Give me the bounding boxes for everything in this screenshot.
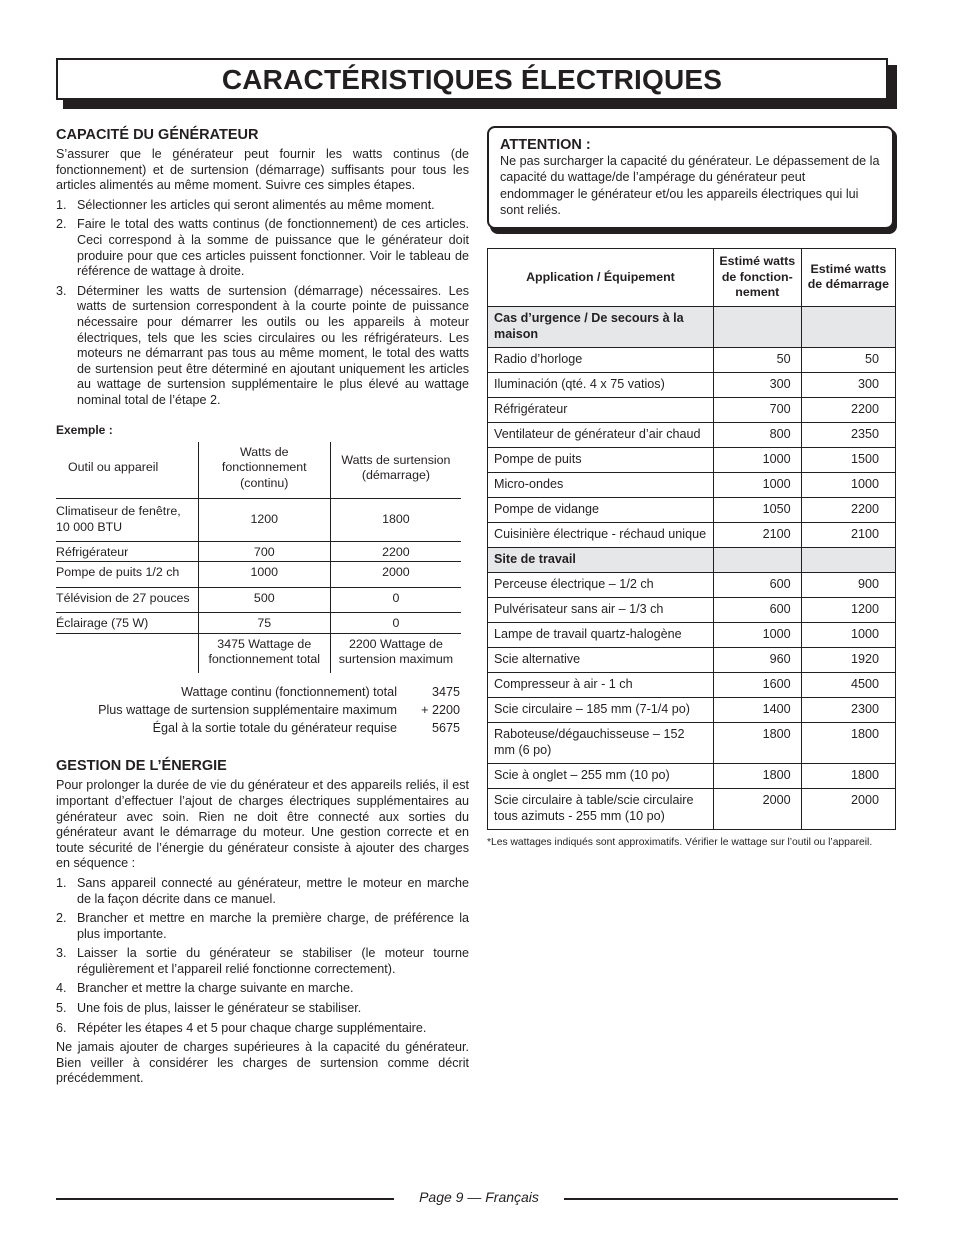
- step-text: Sélectionner les articles qui seront alimentés au même moment.: [77, 197, 435, 212]
- step-text: Brancher et mettre la charge suivante en marche.: [77, 981, 354, 996]
- cell-run: 700: [713, 397, 801, 422]
- table-row: [488, 572, 896, 597]
- cell-run: 1400: [713, 697, 801, 722]
- list-item: [56, 1021, 469, 1037]
- cell-start: 1920: [801, 647, 895, 672]
- cell-start: 1800: [801, 763, 895, 788]
- step-text: Laisser la sortie du générateur se stabiliser (le moteur tourne régulièrement et l’appareil relié fonctionne correctement).: [77, 946, 469, 976]
- step-number: 1.: [56, 197, 67, 212]
- cell-item: Réfrigérateur: [488, 397, 714, 422]
- header-cell: Estimé watts de démarrage: [801, 249, 895, 307]
- table-row: [56, 613, 461, 633]
- cell-start: 2300: [801, 697, 895, 722]
- cell-run: 75: [198, 613, 330, 633]
- cell-start: 50: [801, 347, 895, 372]
- cell-start: 2200: [801, 497, 895, 522]
- summary-label: Égal à la sortie totale du générateur requise: [152, 721, 397, 736]
- cell-run: 2000: [713, 788, 801, 829]
- table-row: [488, 397, 896, 422]
- cell-run: 1000: [713, 622, 801, 647]
- step-text: Répéter les étapes 4 et 5 pour chaque charge supplémentaire.: [77, 1020, 427, 1035]
- cell-run: 600: [713, 572, 801, 597]
- cell-item: Éclairage (75 W): [56, 613, 198, 633]
- example-table: [56, 442, 461, 673]
- cell-start: 2350: [801, 422, 895, 447]
- step-number: 6.: [56, 1020, 67, 1035]
- table-header-row: [56, 442, 461, 499]
- attention-title: ATTENTION :: [500, 137, 591, 153]
- cell-item: Raboteuse/dégauchisseuse – 152 mm (6 po): [488, 722, 714, 763]
- cell-item: Pompe de vidange: [488, 497, 714, 522]
- table-row: [488, 647, 896, 672]
- cell-item: Climatiseur de fenêtre, 10 000 BTU: [56, 499, 198, 542]
- summary-value: 5675: [431, 721, 460, 736]
- cell-item: Cuisinière électrique - réchaud unique: [488, 522, 714, 547]
- step-text: Faire le total des watts continus (de fonctionnement) de ces articles. Ceci correspond à la somme de puissance que le générateur doit produire pour que ces articles puissent fonctionner. Voir le tableau de référence de wattage à droite.: [77, 217, 469, 279]
- table-row: [488, 597, 896, 622]
- page-footer: Page 9 — Français: [419, 1189, 539, 1205]
- cell-start: 1500: [801, 447, 895, 472]
- group-row: [488, 306, 896, 347]
- attention-text: Ne pas surcharger la capacité du générateur. Le dépassement de la capacité du wattage/de l’ampérage du générateur peut endommager le générateur et/ou les appareils électriques qui lui sont reliés.: [500, 154, 880, 217]
- wattage-reference-table: [487, 248, 896, 830]
- step-text: Sans appareil connecté au générateur, mettre le moteur en marche de la façon décrite dans ce manuel.: [77, 875, 469, 906]
- summary-value: + 2200: [421, 703, 460, 718]
- cell-item: Pompe de puits: [488, 447, 714, 472]
- list-item: [56, 946, 469, 977]
- example-label: Exemple :: [56, 422, 113, 437]
- table-row: [488, 622, 896, 647]
- cell-start: 900: [801, 572, 895, 597]
- cell-item: Lampe de travail quartz-halogène: [488, 622, 714, 647]
- cell-item: Pompe de puits 1/2 ch: [56, 562, 198, 587]
- step-text: Une fois de plus, laisser le générateur se stabiliser.: [77, 1001, 362, 1016]
- list-item: [56, 284, 469, 409]
- header-cell: Estimé watts de fonction-nement: [713, 249, 801, 307]
- footer-rule-left: [56, 1198, 394, 1200]
- capacite-intro: S’assurer que le générateur peut fournir les watts continus (de fonctionnement) et de surtension (démarrage) suffisants pour tous les articles alimentés au même moment. Suivre ces simples étapes.: [56, 147, 469, 193]
- step-number: 4.: [56, 981, 67, 996]
- group-row: [488, 547, 896, 572]
- total-surge: 2200 Wattage de surtension maximum: [330, 633, 461, 673]
- table-row: [488, 422, 896, 447]
- table-row: [56, 541, 461, 561]
- table-row: [56, 499, 461, 542]
- cell-item: Radio d’horloge: [488, 347, 714, 372]
- capacite-heading: CAPACITÉ DU GÉNÉRATEUR: [56, 127, 259, 143]
- table-row: [488, 472, 896, 497]
- gestion-steps: [56, 876, 469, 1036]
- cell-item: Perceuse électrique – 1/2 ch: [488, 572, 714, 597]
- table-total-row: [56, 633, 461, 673]
- attention-notice: [487, 126, 897, 234]
- list-item: [56, 1001, 469, 1017]
- left-column: [56, 126, 469, 1087]
- table-footnote: *Les wattages indiqués sont approximatifs. Vérifier le wattage sur l’outil ou l’appareil.: [487, 836, 873, 848]
- footer-rule-right: [564, 1198, 898, 1200]
- step-number: 2.: [56, 217, 67, 232]
- table-row: [488, 522, 896, 547]
- totals-summary: [56, 683, 460, 737]
- cell-run: 300: [713, 372, 801, 397]
- header-cell: Application / Équipement: [488, 249, 714, 307]
- summary-label: Plus wattage de surtension supplémentaire maximum: [98, 703, 397, 718]
- step-number: 2.: [56, 911, 67, 926]
- step-number: 3.: [56, 283, 67, 298]
- list-item: [56, 911, 469, 942]
- cell-surge: 2000: [330, 562, 461, 587]
- cell-run: 1200: [198, 499, 330, 542]
- cell-item: Micro-ondes: [488, 472, 714, 497]
- cell-item: Télévision de 27 pouces: [56, 587, 198, 612]
- step-number: 5.: [56, 1001, 67, 1016]
- summary-row: [56, 719, 460, 737]
- list-item: [56, 217, 469, 279]
- cell-run: 960: [713, 647, 801, 672]
- table-row: [488, 763, 896, 788]
- list-item: [56, 198, 469, 214]
- table-row: [488, 372, 896, 397]
- cell-start: 1800: [801, 722, 895, 763]
- cell-surge: 0: [330, 613, 461, 633]
- right-column: [487, 126, 897, 850]
- cell-surge: 0: [330, 587, 461, 612]
- cell-run: 1000: [713, 472, 801, 497]
- capacite-steps: [56, 198, 469, 409]
- cell-start: 1000: [801, 472, 895, 497]
- cell-item: Compresseur à air - 1 ch: [488, 672, 714, 697]
- table-row: [488, 497, 896, 522]
- cell-surge: 1800: [330, 499, 461, 542]
- cell-start: 2100: [801, 522, 895, 547]
- total-run: 3475 Wattage de fonctionnement total: [198, 633, 330, 673]
- cell-start: 300: [801, 372, 895, 397]
- step-text: Déterminer les watts de surtension (démarrage) nécessaires. Les watts de surtension correspondent à la courte pointe de puissance nécessaire pour démarrer les outils ou les appareils à moteur électriques, tels que les scies circulaires ou les réfrigérateurs. Les moteurs ne démarrant pas tous au même moment, le total des watts de surtension peut être déterminé en ajoutant uniquement les articles au wattage de surtension supplémentaire le plus élevé au wattage nominal total de l’étape 2.: [77, 283, 469, 407]
- cell-run: 1600: [713, 672, 801, 697]
- list-item: [56, 876, 469, 907]
- page-title: CARACTÉRISTIQUES ÉLECTRIQUES: [221, 64, 723, 95]
- cell-start: 4500: [801, 672, 895, 697]
- cell-item: Réfrigérateur: [56, 541, 198, 561]
- cell-surge: 2200: [330, 541, 461, 561]
- cell-run: 1800: [713, 763, 801, 788]
- summary-row: [56, 701, 460, 719]
- group-name: Cas d’urgence / De secours à la maison: [488, 306, 714, 347]
- cell-run: 600: [713, 597, 801, 622]
- table-row: [56, 587, 461, 612]
- cell-item: Scie à onglet – 255 mm (10 po): [488, 763, 714, 788]
- title-box: [56, 58, 888, 100]
- cell-run: 1050: [713, 497, 801, 522]
- cell-item: Scie circulaire à table/scie circulaire tous azimuts - 255 mm (10 po): [488, 788, 714, 829]
- summary-value: 3475: [431, 685, 460, 700]
- cell-run: 1800: [713, 722, 801, 763]
- table-header-row: [488, 249, 896, 307]
- table-row: [488, 347, 896, 372]
- step-number: 1.: [56, 875, 67, 890]
- gestion-heading: GESTION DE L’ÉNERGIE: [56, 758, 227, 775]
- cell-run: 1000: [198, 562, 330, 587]
- cell-item: Scie circulaire – 185 mm (7-1/4 po): [488, 697, 714, 722]
- table-row: [488, 722, 896, 763]
- gestion-intro: Pour prolonger la durée de vie du générateur et des appareils reliés, il est important d’effectuer l’ajout de charges électriques supplémentaires au générateur avec soin. Rien ne doit être connecté aux sorties du générateur avant le démarrage du moteur. Une gestion correcte et en toute sécurité de l’énergie du générateur consiste à ajouter des charges en séquence :: [56, 778, 469, 871]
- cell-item: Iluminación (qté. 4 x 75 vatios): [488, 372, 714, 397]
- summary-label: Wattage continu (fonctionnement) total: [181, 685, 397, 700]
- cell-start: 1200: [801, 597, 895, 622]
- cell-run: 50: [713, 347, 801, 372]
- attention-box: [487, 126, 894, 229]
- cell-item: Ventilateur de générateur d’air chaud: [488, 422, 714, 447]
- cell-run: 700: [198, 541, 330, 561]
- header-cell: Watts de surtension (démarrage): [330, 442, 461, 499]
- header-cell: Outil ou appareil: [56, 442, 198, 499]
- cell-start: 2000: [801, 788, 895, 829]
- cell-item: Pulvérisateur sans air – 1/3 ch: [488, 597, 714, 622]
- cell-run: 800: [713, 422, 801, 447]
- list-item: [56, 981, 469, 997]
- table-row: [56, 562, 461, 587]
- cell-run: 2100: [713, 522, 801, 547]
- cell-run: 1000: [713, 447, 801, 472]
- step-text: Brancher et mettre en marche la première charge, de préférence la plus importante.: [77, 911, 469, 941]
- summary-row: [56, 683, 460, 701]
- table-row: [488, 672, 896, 697]
- step-number: 3.: [56, 946, 67, 961]
- gestion-outro: Ne jamais ajouter de charges supérieures à la capacité du générateur. Bien veiller à considérer les charges de surtension comme décrit précédemment.: [56, 1040, 469, 1086]
- cell-item: Scie alternative: [488, 647, 714, 672]
- table-row: [488, 447, 896, 472]
- header-cell: Watts de fonctionnement (continu): [198, 442, 330, 499]
- group-name: Site de travail: [488, 547, 714, 572]
- cell-start: 2200: [801, 397, 895, 422]
- table-row: [488, 697, 896, 722]
- cell-run: 500: [198, 587, 330, 612]
- gestion-section: [56, 757, 469, 1087]
- cell-start: 1000: [801, 622, 895, 647]
- table-row: [488, 788, 896, 829]
